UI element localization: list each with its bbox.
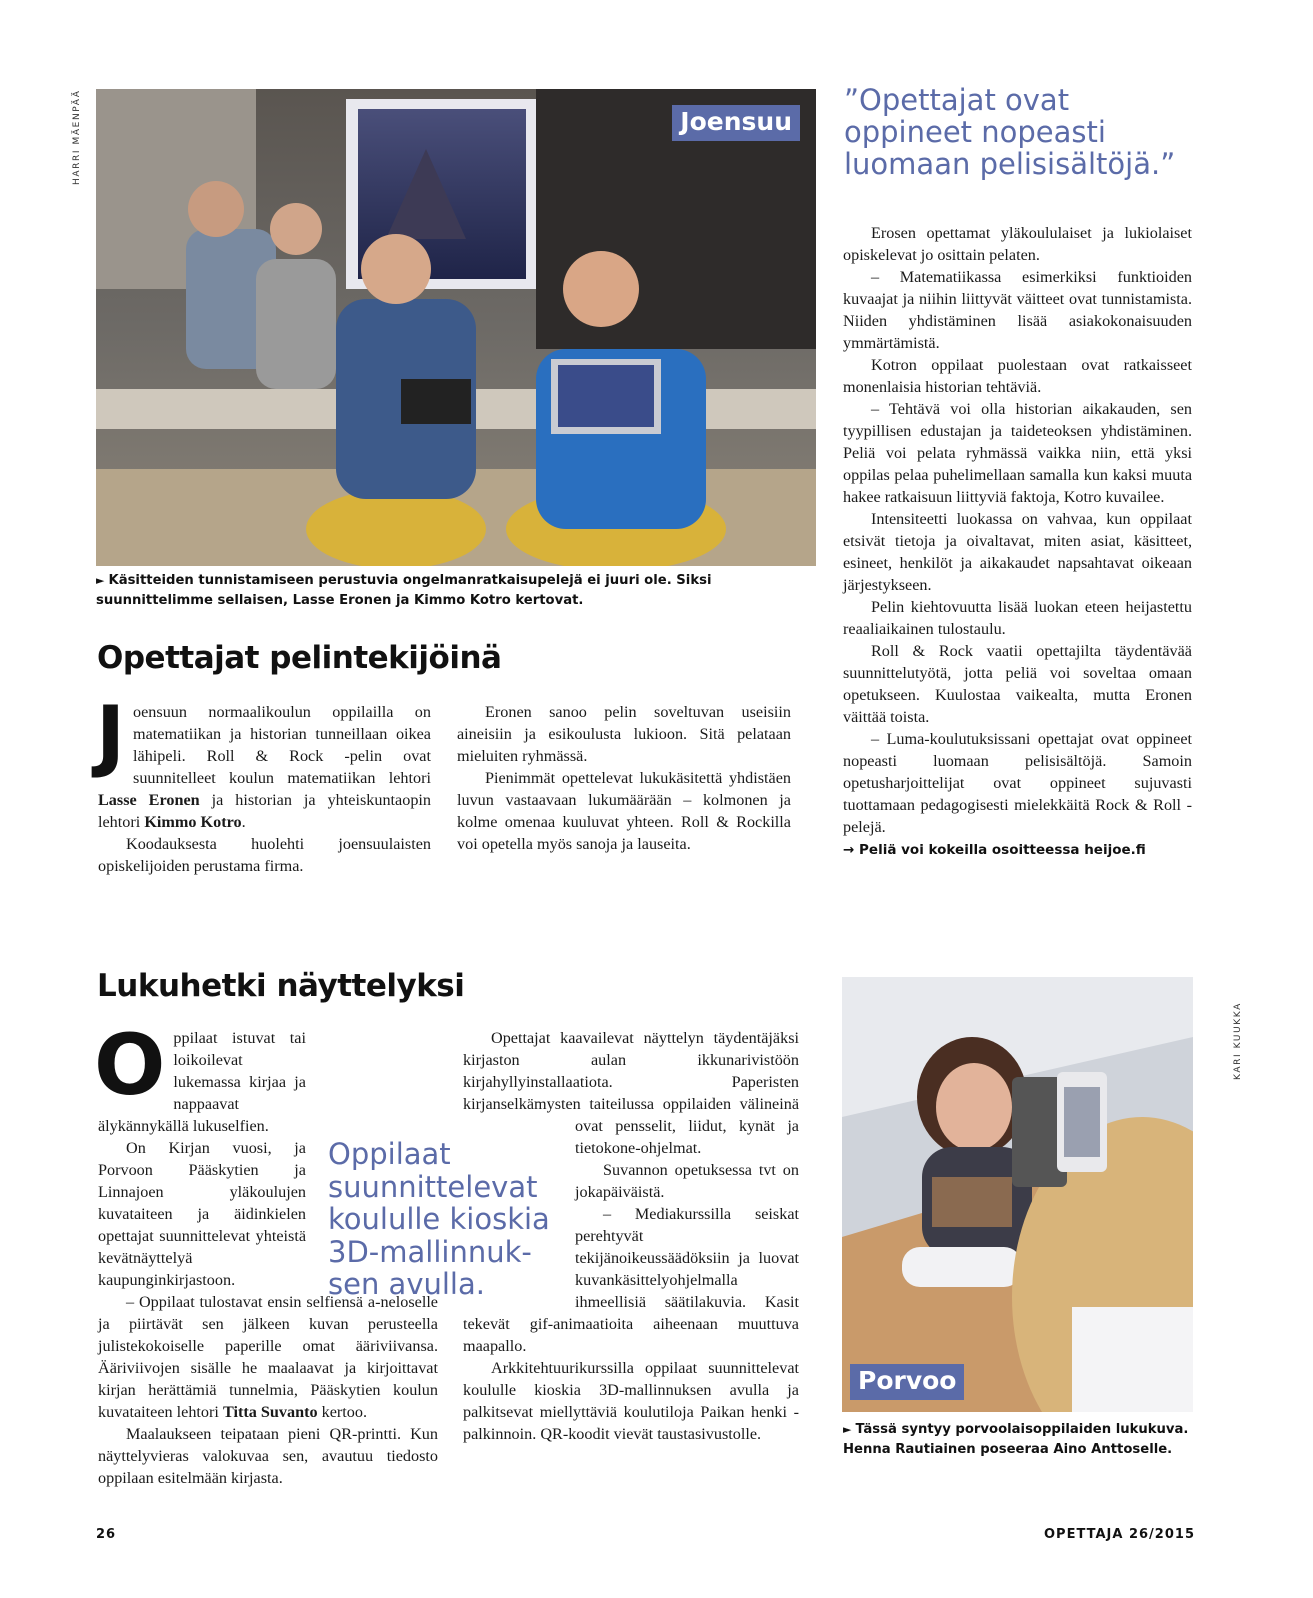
article1-paragraph: Intensiteetti luokassa on vahvaa, kun oppilaat etsivät tietoja ja oivaltavat, miten asiat, käsitteet, esineet, henkilöt ja aikakaudet napsahtavat oikeaan järjestykseen. bbox=[843, 510, 1192, 594]
reading-selfie-photo bbox=[842, 977, 1193, 1412]
article1-paragraph: Pelin kiehtovuutta lisää luokan eteen heijastettu reaaliaikainen tulostaulu. bbox=[843, 598, 1192, 638]
article-headline: Opettajat pelintekijöinä bbox=[97, 640, 502, 676]
caption-text: Käsitteiden tunnistamiseen perustuvia ongelmanratkaisupelejä ei juuri ole. Siksi suunnittelimme sellaisen, Lasse Eronen ja Kimmo Kotro kertovat. bbox=[96, 573, 712, 608]
caption-arrow-icon: ► bbox=[843, 1423, 852, 1436]
article1-column-2 bbox=[457, 701, 791, 855]
article2-paragraph: – Oppilaat tulostavat ensin selfiensä a-neloselle ja piirtävät sen jälkeen kuvan perusteella julistekokoiselle paperille omat ääriviivansa. Ääriviivojen sisälle he maalaavat ja kirjoittavat kirjan herättämiä tunnelmia, Pääskytien koulun kuvataiteen lehtori Titta Suvanto kertoo. bbox=[98, 1293, 438, 1421]
photo-credit-top: HARRI MÄENPÄÄ bbox=[72, 89, 82, 185]
reading-selfie-illustration bbox=[842, 977, 1193, 1412]
location-tag-joensuu: Joensuu bbox=[672, 105, 800, 141]
article2-column-2 bbox=[463, 1027, 799, 1445]
person-name: Kimmo Kotro bbox=[144, 813, 242, 831]
article1-paragraph: Eronen sanoo pelin soveltuvan useisiin aineisiin ja esikoulusta lukioon. Sitä pelataan mieluiten ryhmässä. bbox=[457, 703, 791, 765]
article2-paragraph: Oppilaat istuvat tai loikoilevat lukemassa kirjaa ja nappaavat älykännykällä lukuselfien. bbox=[94, 1016, 306, 1135]
article1-paragraph: Pienimmät opettelevat lukukäsitettä yhdistäen luvun vastaavaan lukumäärään – kolmonen ja kolme omenaa kuuluvat yhteen. Roll & Rockilla voi opetella myös sanoja ja lauseita. bbox=[457, 769, 791, 853]
article1-paragraph: Joensuun normaalikoulun oppilailla on matematiikan ja historian tunneillaan oikea lähipeli. Roll & Rock -pelin ovat suunnitelleet koulun matematiikan lehtori Lasse Eronen ja historian ja yhteiskuntaopin lehtori Kimmo Kotro. bbox=[96, 691, 431, 831]
pull-quote-2: Oppilaat suunnittelevat koululle kioskia 3D-mallinnuk- sen avulla. bbox=[328, 1137, 550, 1301]
article2-paragraph: On Kirjan vuosi, ja Porvoon Pääskytien ja Linnajoen yläkoulujen kuvataiteen ja äidinkielen opettajat suunnittelevat yhteistä kevätnäyttelyä kaupunginkirjastoon. bbox=[98, 1139, 306, 1289]
game-link[interactable] bbox=[843, 839, 1192, 861]
article2-paragraph: Suvannon opetuksessa tvt on jokapäiväistä. bbox=[575, 1161, 799, 1201]
person-name: Titta Suvanto bbox=[222, 1403, 318, 1421]
photo-caption-top bbox=[96, 571, 816, 611]
photo-caption-bottom bbox=[843, 1420, 1203, 1460]
drop-cap: O bbox=[94, 1016, 166, 1114]
drop-cap: J bbox=[96, 691, 126, 781]
article2-headline: Lukuhetki näyttelyksi bbox=[97, 968, 465, 1004]
game-link-text[interactable]: Peliä voi kokeilla osoitteessa heijoe.fi bbox=[859, 842, 1146, 858]
article2-paragraph: Arkkitehtuurikurssilla oppilaat suunnittelevat koululle kioskia 3D-mallinnuksen avulla ja palkitsevat miellyttäviä koulutiloja Paikan henki -palkinnoin. QR-koodit vievät taustasivustolle. bbox=[463, 1359, 799, 1443]
arrow-right-icon: → bbox=[843, 842, 855, 858]
article1-column-3 bbox=[843, 222, 1192, 861]
caption-text: Tässä syntyy porvoolaisoppilaiden lukukuva. Henna Rautiainen poseeraa Aino Anttoselle. bbox=[843, 1422, 1189, 1457]
photo-credit-bottom: KARI KUUKKA bbox=[1233, 1002, 1243, 1080]
pullquote-spacer bbox=[463, 1115, 575, 1313]
article2-paragraph: – Mediakurssilla seiskat perehtyvät tekijänoikeussäädöksiin ja luovat kuvankäsittelyohjelmalla ihmeellisiä säätilakuvia. Kasit tekevät gif-animaatioita aiheenaan muuttuva maapallo. bbox=[463, 1205, 799, 1355]
location-tag-porvoo: Porvoo bbox=[850, 1364, 964, 1400]
classroom-photo-illustration bbox=[96, 89, 816, 566]
article1-column-1 bbox=[96, 691, 431, 877]
article1-paragraph: – Luma-koulutuksissani opettajat ovat oppineet nopeasti luomaan pelisisältöjä. Samoin opetusharjoittelijat ovat oppineet sujuvasti tuottamaan pedagogisesti mielekkäitä Rock & Roll -pelejä. bbox=[843, 730, 1192, 836]
article1-paragraph: Koodauksesta huolehti joensuulaisten opiskelijoiden perustama firma. bbox=[98, 835, 431, 875]
article2-paragraph: Opettajat kaavailevat näyttelyn täydentäjäksi kirjaston aulan ikkunarivistöön kirjahyllyinstallaatiota. Paperisten kirjanselkämysten taiteilussa oppilaiden välineinä ovat pensselit, liidut, kynät ja tietokone-ohjelmat. bbox=[463, 1029, 799, 1157]
caption-arrow-icon: ► bbox=[96, 574, 105, 587]
article1-paragraph: Kotron oppilaat puolestaan ovat ratkaisseet monenlaisia historian tehtäviä. bbox=[843, 356, 1192, 396]
page-number: 26 bbox=[96, 1527, 117, 1542]
classroom-photo bbox=[96, 89, 816, 566]
pull-quote: ”Opettajat ovat oppineet nopeasti luomaan pelisisältöjä.” bbox=[844, 83, 1176, 181]
article1-paragraph: Erosen opettamat yläkoululaiset ja lukiolaiset opiskelevat jo osittain pelaten. bbox=[843, 224, 1192, 264]
article1-paragraph: Roll & Rock vaatii opettajilta täydentävää suunnittelutyötä, jotta peliä voi soveltaa omaan opetukseen. Kuulostaa vaikealta, mutta Eronen väittää toista. bbox=[843, 642, 1192, 726]
publication-issue: OPETTAJA 26/2015 bbox=[1044, 1527, 1195, 1542]
article2-paragraph: Maalaukseen teipataan pieni QR-printti. Kun näyttelyvieras valokuvaa sen, avautuu tiedosto oppilaan esitelmään kirjasta. bbox=[98, 1425, 438, 1487]
article1-paragraph: – Tehtävä voi olla historian aikakauden, sen tyypillisen edustajan ja taideteoksen yhdistäminen. Peliä voi pelata ryhmässä vaikka niin, että yksi oppilas pelaa puhelimellaan samalla kun kaksi muuta hakee ratkaisuun liittyviä faktoja, Kotro kuvailee. bbox=[843, 400, 1192, 506]
article1-paragraph: – Matematiikassa esimerkiksi funktioiden kuvaajat ja niihin liittyvät väitteet ovat tunnistamista. Niiden yhdistäminen lisää asiakokonaisuuden ymmärtämistä. bbox=[843, 268, 1192, 352]
person-name: Lasse Eronen bbox=[98, 791, 200, 809]
